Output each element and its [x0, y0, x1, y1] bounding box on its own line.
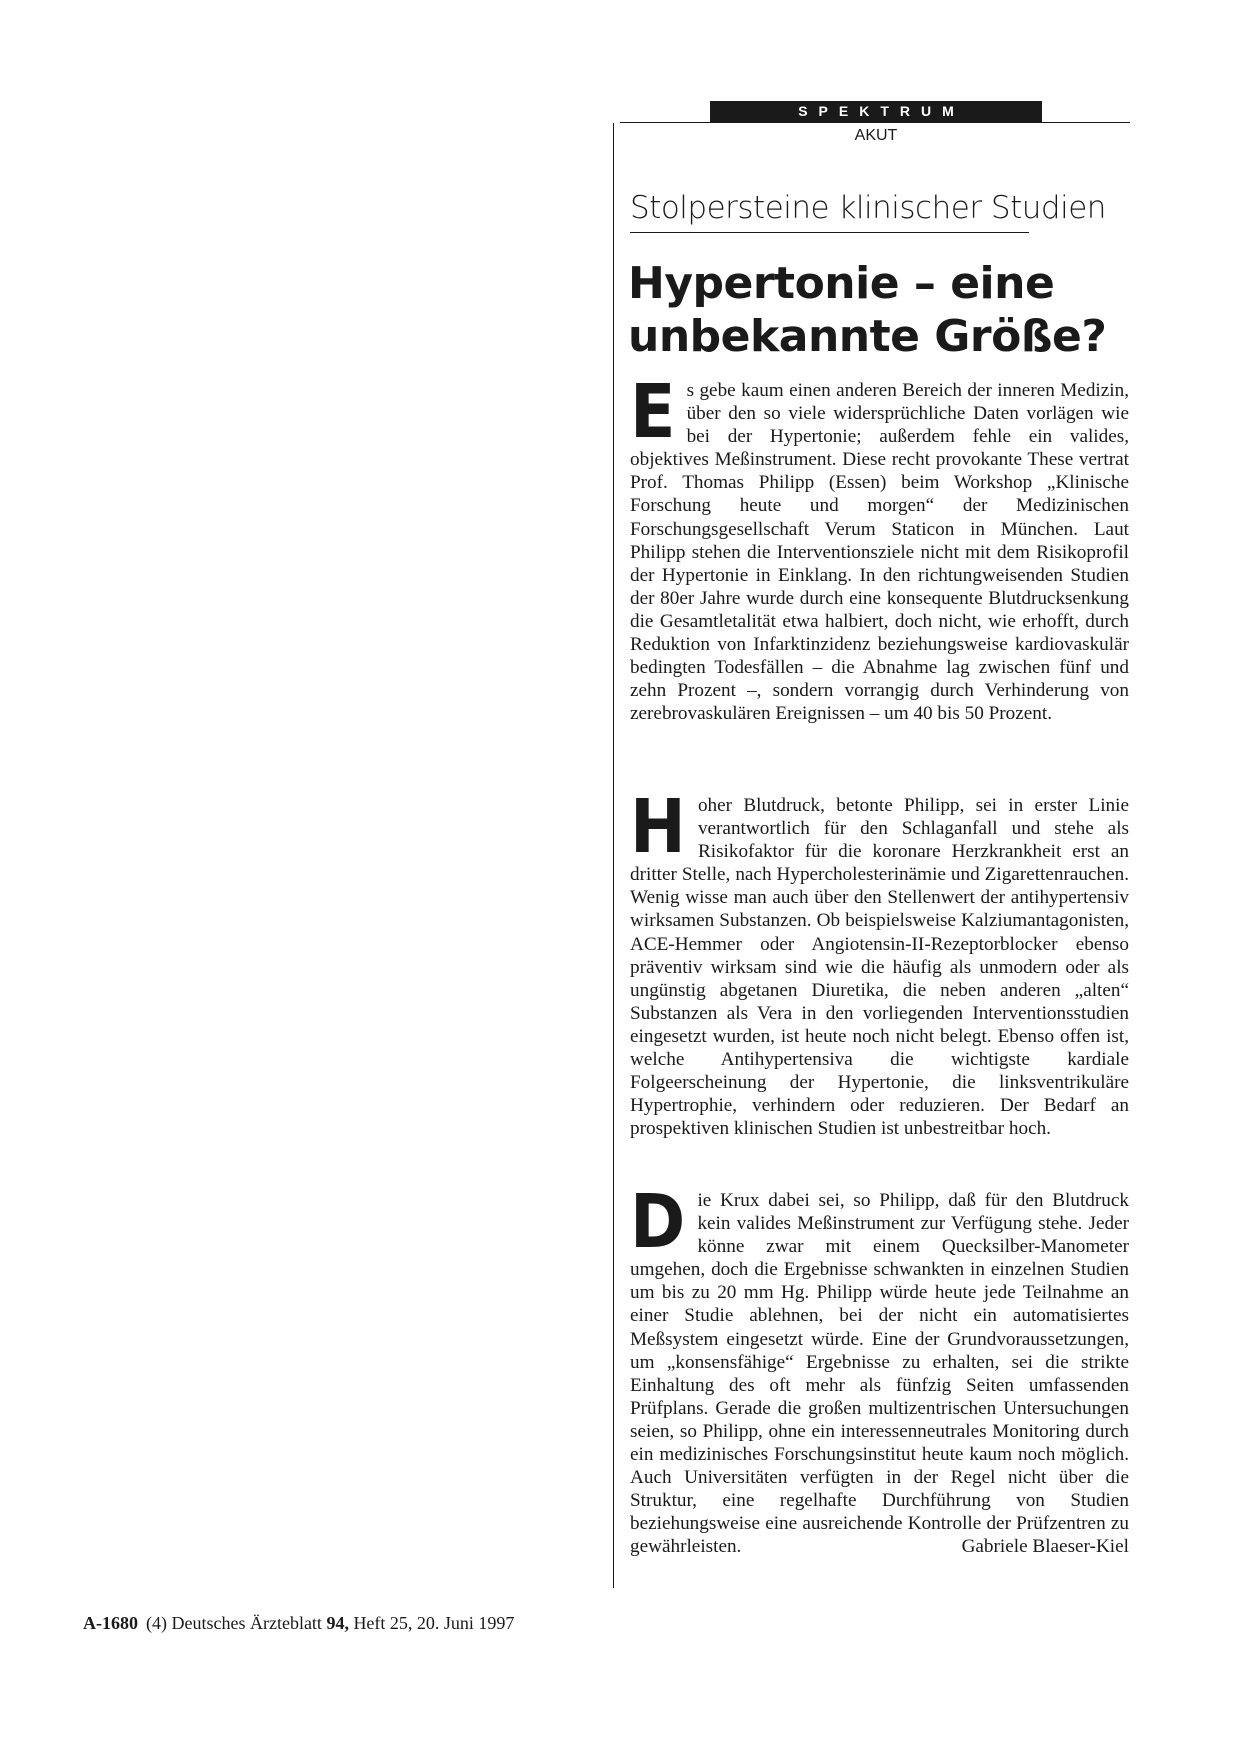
- paragraph-text: oher Blutdruck, betonte Philipp, sei in erster Linie verantwortlich für den Schlaganfall und stehe als Risikofaktor für die koronare Herzkrankheit erst an dritter Stelle, nach Hypercholesterinämie und Zigarettenrauchen. Wenig wisse man auch über den Stellenwert der antihypertensiv wirksamen Substanzen. Ob beispielsweise Kalziumantagonisten, ACE-Hemmer oder Angiotensin-II-Rezeptorblocker ebenso präventiv wirksam sind wie die häufig als unmodern oder als ungünstig abgetanen Diuretika, die neben anderen „alten“ Substanzen als Vera in den vorliegenden Interventionsstudien eingesetzt wurden, ist heute noch nicht belegt. Ebenso offen ist, welche Antihypertensiva die wichtigste kardiale Folgeerscheinung der Hypertonie, die linksventrikuläre Hypertrophie, verhindern oder reduzieren. Der Bedarf an prospektiven klinischen Studien ist unbestreitbar hoch.: [630, 795, 1129, 1140]
- article-kicker: Stolpersteine klinischer Studien: [630, 190, 1106, 226]
- paragraph-1: [630, 369, 1129, 725]
- journal-reference: (4) Deutsches Ärzteblatt: [146, 1613, 322, 1633]
- headline-line-1: Hypertonie – eine: [628, 258, 1055, 309]
- drop-cap: D: [630, 1179, 684, 1265]
- column-rule: [613, 123, 614, 1588]
- paragraph-3: [630, 1179, 1129, 1559]
- paragraph-text: s gebe kaum einen anderen Bereich der inneren Medizin, über den so viele widersprüchliche Daten vorlägen wie bei der Hypertonie; außerdem fehle ein valides, objektives Meßinstrument. Diese recht provokante These vertrat Prof. Thomas Philipp (Essen) beim Workshop „Klinische Forschung heute und morgen“ der Medizinischen Forschungsgesellschaft Verum Staticon in München. Laut Philipp stehen die Interventionsziele nicht mit dem Risikoprofil der Hypertonie in Einklang. In den richtungweisenden Studien der 80er Jahre wurde durch eine konsequente Blutdrucksenkung die Gesamtletalität etwa halbiert, doch nicht, wie erhofft, durch Reduktion von Infarktinzidenz beziehungsweise kardiovaskulär bedingten Todesfällen – die Abnahme lag zwischen fünf und zehn Prozent –, sondern vorrangig durch Verhinderung von zerebrovaskulären Ereignissen – um 40 bis 50 Prozent.: [630, 380, 1129, 725]
- page-folio: A-1680: [83, 1613, 138, 1633]
- section-subtitle: AKUT: [854, 127, 898, 144]
- drop-cap: E: [630, 369, 674, 455]
- journal-issue: Heft 25, 20. Juni 1997: [353, 1613, 515, 1633]
- journal-volume: 94,: [326, 1613, 349, 1633]
- article-headline: [628, 257, 1128, 363]
- paragraph-2: [630, 784, 1129, 1140]
- author-signature: Gabriele Blaeser-Kiel: [961, 1536, 1129, 1558]
- kicker-underline: [630, 232, 1029, 233]
- headline-line-2: unbekannte Größe?: [628, 311, 1107, 362]
- section-divider: [620, 122, 1130, 123]
- section-title: SPEKTRUM: [710, 101, 1042, 122]
- paragraph-text: ie Krux dabei sei, so Philipp, daß für den Blutdruck kein valides Meßinstrument zur Verfügung stehe. Jeder könne zwar mit einem Quecksilber-Manometer umgehen, doch die Ergebnisse schwankten in einzelnen Studien um bis zu 20 mm Hg. Philipp würde heute jede Teilnahme an einer Studie ablehnen, bei der nicht ein automatisiertes Meßsystem eingesetzt würde. Eine der Grundvoraussetzungen, um „konsensfähige“ Ergebnisse zu erhalten, sei die strikte Einhaltung des oft mehr als fünfzig Seiten umfassenden Prüfplans. Gerade die großen multizentrischen Untersuchungen seien, so Philipp, ohne ein interessenneutrales Monitoring durch ein medizinisches Forschungsinstitut heute kaum noch möglich. Auch Universitäten verfügten in der Regel nicht über die Struktur, eine regelhafte Durchführung von Studien beziehungsweise eine ausreichende Kontrolle der Prüfzentren zu gewährleisten.: [630, 1190, 1129, 1558]
- page-footer: [83, 1613, 514, 1634]
- drop-cap: H: [630, 784, 684, 870]
